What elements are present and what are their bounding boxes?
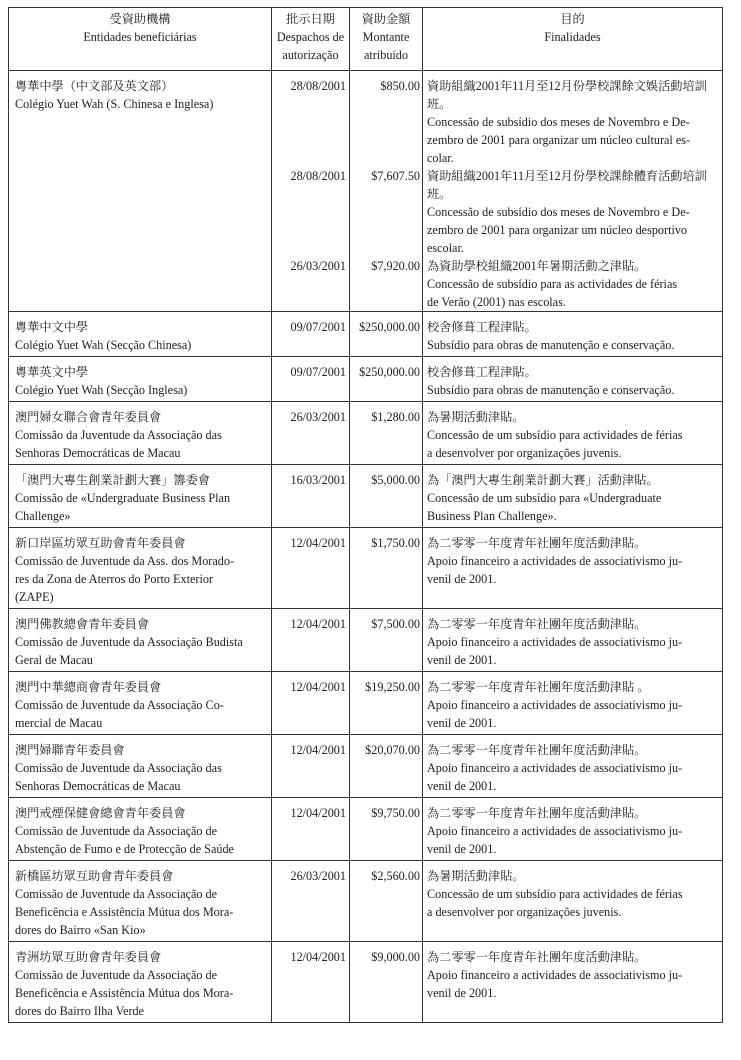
entity-line: 澳門戒煙保健會總會青年委員會 [15, 806, 186, 820]
table-row [9, 465, 723, 528]
entity-line: 新口岸區坊眾互助會青年委員會 [15, 536, 186, 550]
purpose-line: 為二零零一年度青年社團年度活動津貼。 [427, 806, 647, 820]
purpose-line: Concessão de subsídio dos meses de Novembro e De- [427, 115, 690, 129]
amount-cell [350, 942, 423, 1023]
entity-line: 澳門婦女聯合會青年委員會 [15, 410, 162, 424]
entity-line: Abstenção de Fumo e de Protecção de Saúde [15, 842, 234, 856]
purpose-line: Apoio financeiro a actividades de associativismo ju- [427, 761, 683, 775]
entity-cell [9, 402, 272, 465]
table-header [9, 8, 723, 71]
table-row [9, 672, 723, 735]
entity-line: 澳門中華總商會青年委員會 [15, 680, 162, 694]
table-row [9, 609, 723, 672]
amount-cell [350, 357, 423, 402]
purpose-line: 校舍修葺工程津貼。 [427, 320, 537, 334]
date-cell [272, 735, 350, 798]
date-cell [272, 528, 350, 609]
table-row [9, 71, 723, 312]
purpose-line: Subsídio para obras de manutenção e conservação. [427, 383, 675, 397]
header-entity-pt: Entidades beneficiárias [83, 30, 197, 44]
amount-value: $7,920.00 [371, 259, 420, 273]
entity-line: Comissão de Juventude da Associação de [15, 887, 218, 901]
entity-line: 新橋區坊眾互助會青年委員會 [15, 869, 174, 883]
amount-value: $20,070.00 [365, 743, 420, 757]
purpose-line: Subsídio para obras de manutenção e conservação. [427, 338, 675, 352]
purpose-cell [423, 672, 723, 735]
table-row [9, 528, 723, 609]
entity-line: res da Zona de Aterros do Porto Exterior [15, 572, 213, 586]
entity-line: Comissão de Juventude da Associação de [15, 824, 218, 838]
header-purpose-pt: Finalidades [544, 30, 601, 44]
purpose-cell [423, 942, 723, 1023]
entity-cell [9, 312, 272, 357]
amount-value: $250,000.00 [359, 320, 420, 334]
purpose-line: venil de 2001. [427, 842, 497, 856]
entity-line: mercial de Macau [15, 716, 103, 730]
date-value: 09/07/2001 [290, 320, 346, 334]
entity-line: 粵華英文中學 [15, 365, 89, 379]
date-cell [272, 71, 350, 312]
date-value: 12/04/2001 [290, 617, 346, 631]
amount-cell [350, 402, 423, 465]
amount-value: $250,000.00 [359, 365, 420, 379]
purpose-line: 為二零零一年度青年社團年度活動津貼。 [427, 536, 647, 550]
amount-value: $1,750.00 [371, 536, 420, 550]
date-value: 26/03/2001 [290, 259, 346, 273]
entity-line: 澳門婦聯青年委員會 [15, 743, 125, 757]
purpose-line: 班。 [427, 97, 452, 111]
entity-line: Comissão de Juventude da Associação Budista [15, 635, 243, 649]
purpose-line: 資助組織2001年11月至12月份學校課餘文娛活動培訓 [427, 79, 707, 93]
amount-cell [350, 528, 423, 609]
purpose-line: 校舍修葺工程津貼。 [427, 365, 537, 379]
purpose-line: venil de 2001. [427, 779, 497, 793]
date-cell [272, 942, 350, 1023]
purpose-line: zembro de 2001 para organizar um núcleo cultural es- [427, 133, 691, 147]
amount-value: $19,250.00 [365, 680, 420, 694]
table-row [9, 798, 723, 861]
amount-cell [350, 71, 423, 312]
purpose-line: 為二零零一年度青年社團年度活動津貼。 [427, 743, 647, 757]
header-amount-pt-2: atribuído [363, 48, 408, 62]
entity-line: Challenge» [15, 509, 71, 523]
header-date-zh: 批示日期 [286, 12, 335, 26]
entity-line: Colégio Yuet Wah (S. Chinesa e Inglesa) [15, 97, 214, 111]
purpose-cell [423, 312, 723, 357]
date-value: 12/04/2001 [290, 680, 346, 694]
purpose-line: venil de 2001. [427, 653, 497, 667]
purpose-line: 資助組織2001年11月至12月份學校課餘體育活動培訓 [427, 169, 707, 183]
table-row [9, 942, 723, 1023]
entity-line: Senhoras Democráticas de Macau [15, 446, 181, 460]
date-value: 12/04/2001 [290, 536, 346, 550]
amount-cell [350, 672, 423, 735]
amount-cell [350, 312, 423, 357]
entity-line: Colégio Yuet Wah (Secção Inglesa) [15, 383, 188, 397]
purpose-cell [423, 798, 723, 861]
date-value: 26/03/2001 [290, 869, 346, 883]
purpose-line: Concessão de subsídio dos meses de Novembro e De- [427, 205, 690, 219]
date-cell [272, 402, 350, 465]
entity-line: 粵華中文中學 [15, 320, 89, 334]
date-value: 12/04/2001 [290, 806, 346, 820]
entity-cell [9, 942, 272, 1023]
amount-value: $5,000.00 [371, 473, 420, 487]
table-row [9, 357, 723, 402]
date-cell [272, 672, 350, 735]
amount-value: $2,560.00 [371, 869, 420, 883]
header-amount-zh: 資助金額 [361, 12, 411, 26]
purpose-line: Concessão de um subsídio para actividades de férias [427, 428, 683, 442]
subsidy-table [8, 7, 723, 1023]
table-row [9, 312, 723, 357]
date-value: 12/04/2001 [290, 950, 346, 964]
entity-line: Beneficência e Assistência Mútua dos Mora- [15, 905, 234, 919]
entity-line: Senhoras Democráticas de Macau [15, 779, 181, 793]
entity-line: dores do Bairro Ilha Verde [15, 1004, 145, 1018]
entity-cell [9, 609, 272, 672]
amount-value: $1,280.00 [371, 410, 420, 424]
header-date-pt-1: Despachos de [276, 30, 345, 44]
purpose-line: a desenvolver por organizações juvenis. [427, 446, 622, 460]
purpose-cell [423, 735, 723, 798]
header-entity [9, 8, 272, 71]
entity-line: 澳門佛教總會青年委員會 [15, 617, 150, 631]
purpose-cell [423, 357, 723, 402]
purpose-line: Apoio financeiro a actividades de associativismo ju- [427, 968, 683, 982]
purpose-line: 為資助學校組織2001年暑期活動之津貼。 [427, 259, 647, 273]
date-cell [272, 798, 350, 861]
amount-value: $9,000.00 [371, 950, 420, 964]
purpose-line: 為「澳門大專生創業計劃大賽」活動津貼。 [427, 473, 659, 487]
entity-line: Comissão de Juventude da Associação Co- [15, 698, 224, 712]
header-purpose [423, 8, 723, 71]
purpose-cell [423, 71, 723, 312]
purpose-line: a desenvolver por organizações juvenis. [427, 905, 622, 919]
amount-cell [350, 609, 423, 672]
purpose-line: 為二零零一年度青年社團年度活動津貼。 [427, 617, 647, 631]
entity-line: 粵華中學（中文部及英文部） [15, 79, 174, 93]
date-cell [272, 609, 350, 672]
purpose-line: Concessão de subsídio para as actividades de férias [427, 277, 678, 291]
date-value: 09/07/2001 [290, 365, 346, 379]
date-cell [272, 357, 350, 402]
purpose-line: Business Plan Challenge». [427, 509, 557, 523]
date-cell [272, 861, 350, 942]
purpose-line: 為暑期活動津貼。 [427, 410, 525, 424]
purpose-line: 為暑期活動津貼。 [427, 869, 525, 883]
entity-cell [9, 357, 272, 402]
purpose-line: venil de 2001. [427, 716, 497, 730]
header-amount-pt-1: Montante [362, 30, 410, 44]
entity-line: Comissão de Juventude da Associação das [15, 761, 222, 775]
amount-value: $9,750.00 [371, 806, 420, 820]
date-cell [272, 465, 350, 528]
amount-cell [350, 861, 423, 942]
amount-cell [350, 465, 423, 528]
header-date-pt-2: autorização [282, 48, 339, 62]
header-purpose-zh: 目的 [560, 12, 585, 26]
entity-line: Beneficência e Assistência Mútua dos Mora- [15, 986, 234, 1000]
purpose-line: colar. [427, 151, 454, 165]
purpose-line: Apoio financeiro a actividades de associativismo ju- [427, 554, 683, 568]
entity-line: 「澳門大專生創業計劃大賽」籌委會 [15, 473, 210, 487]
entity-cell [9, 71, 272, 312]
entity-cell [9, 861, 272, 942]
purpose-line: Concessão de um subsídio para actividades de férias [427, 887, 683, 901]
purpose-cell [423, 861, 723, 942]
table-row [9, 861, 723, 942]
entity-line: 青洲坊眾互助會青年委員會 [15, 950, 162, 964]
purpose-line: zembro de 2001 para organizar um núcleo desportivo [427, 223, 688, 237]
purpose-line: 為二零零一年度青年社團年度活動津貼 。 [427, 680, 650, 694]
date-cell [272, 312, 350, 357]
header-date [272, 8, 350, 71]
entity-line: Colégio Yuet Wah (Secção Chinesa) [15, 338, 192, 352]
purpose-cell [423, 609, 723, 672]
date-value: 28/08/2001 [290, 169, 346, 183]
table-row [9, 735, 723, 798]
date-value: 28/08/2001 [290, 79, 346, 93]
entity-cell [9, 528, 272, 609]
purpose-line: escolar. [427, 241, 464, 255]
date-value: 12/04/2001 [290, 743, 346, 757]
purpose-line: venil de 2001. [427, 986, 497, 1000]
purpose-line: 為二零零一年度青年社團年度活動津貼。 [427, 950, 647, 964]
amount-cell [350, 798, 423, 861]
date-value: 26/03/2001 [290, 410, 346, 424]
purpose-line: Apoio financeiro a actividades de associativismo ju- [427, 824, 683, 838]
purpose-line: Concessão de um subsídio para «Undergraduate [427, 491, 662, 505]
purpose-line: venil de 2001. [427, 572, 497, 586]
entity-cell [9, 672, 272, 735]
amount-value: $850.00 [380, 79, 420, 93]
purpose-cell [423, 528, 723, 609]
header-entity-zh: 受資助機構 [109, 12, 171, 26]
header-amount [350, 8, 423, 71]
entity-line: Comissão da Juventude da Associação das [15, 428, 222, 442]
entity-line: Comissão de Juventude da Ass. dos Morado- [15, 554, 235, 568]
purpose-line: Apoio financeiro a actividades de associativismo ju- [427, 698, 683, 712]
table-body [9, 71, 723, 1023]
entity-line: Comissão de «Undergraduate Business Plan [15, 491, 231, 505]
purpose-cell [423, 402, 723, 465]
table-row [9, 402, 723, 465]
entity-cell [9, 735, 272, 798]
entity-line: Comissão de Juventude da Associação de [15, 968, 218, 982]
purpose-line: 班。 [427, 187, 452, 201]
purpose-line: de Verão (2001) nas escolas. [427, 295, 566, 309]
entity-cell [9, 465, 272, 528]
amount-value: $7,500.00 [371, 617, 420, 631]
amount-value: $7,607.50 [371, 169, 420, 183]
entity-line: dores do Bairro «San Kio» [15, 923, 146, 937]
entity-cell [9, 798, 272, 861]
date-value: 16/03/2001 [290, 473, 346, 487]
purpose-cell [423, 465, 723, 528]
amount-cell [350, 735, 423, 798]
entity-line: Geral de Macau [15, 653, 93, 667]
entity-line: (ZAPE) [15, 590, 54, 604]
purpose-line: Apoio financeiro a actividades de associativismo ju- [427, 635, 683, 649]
